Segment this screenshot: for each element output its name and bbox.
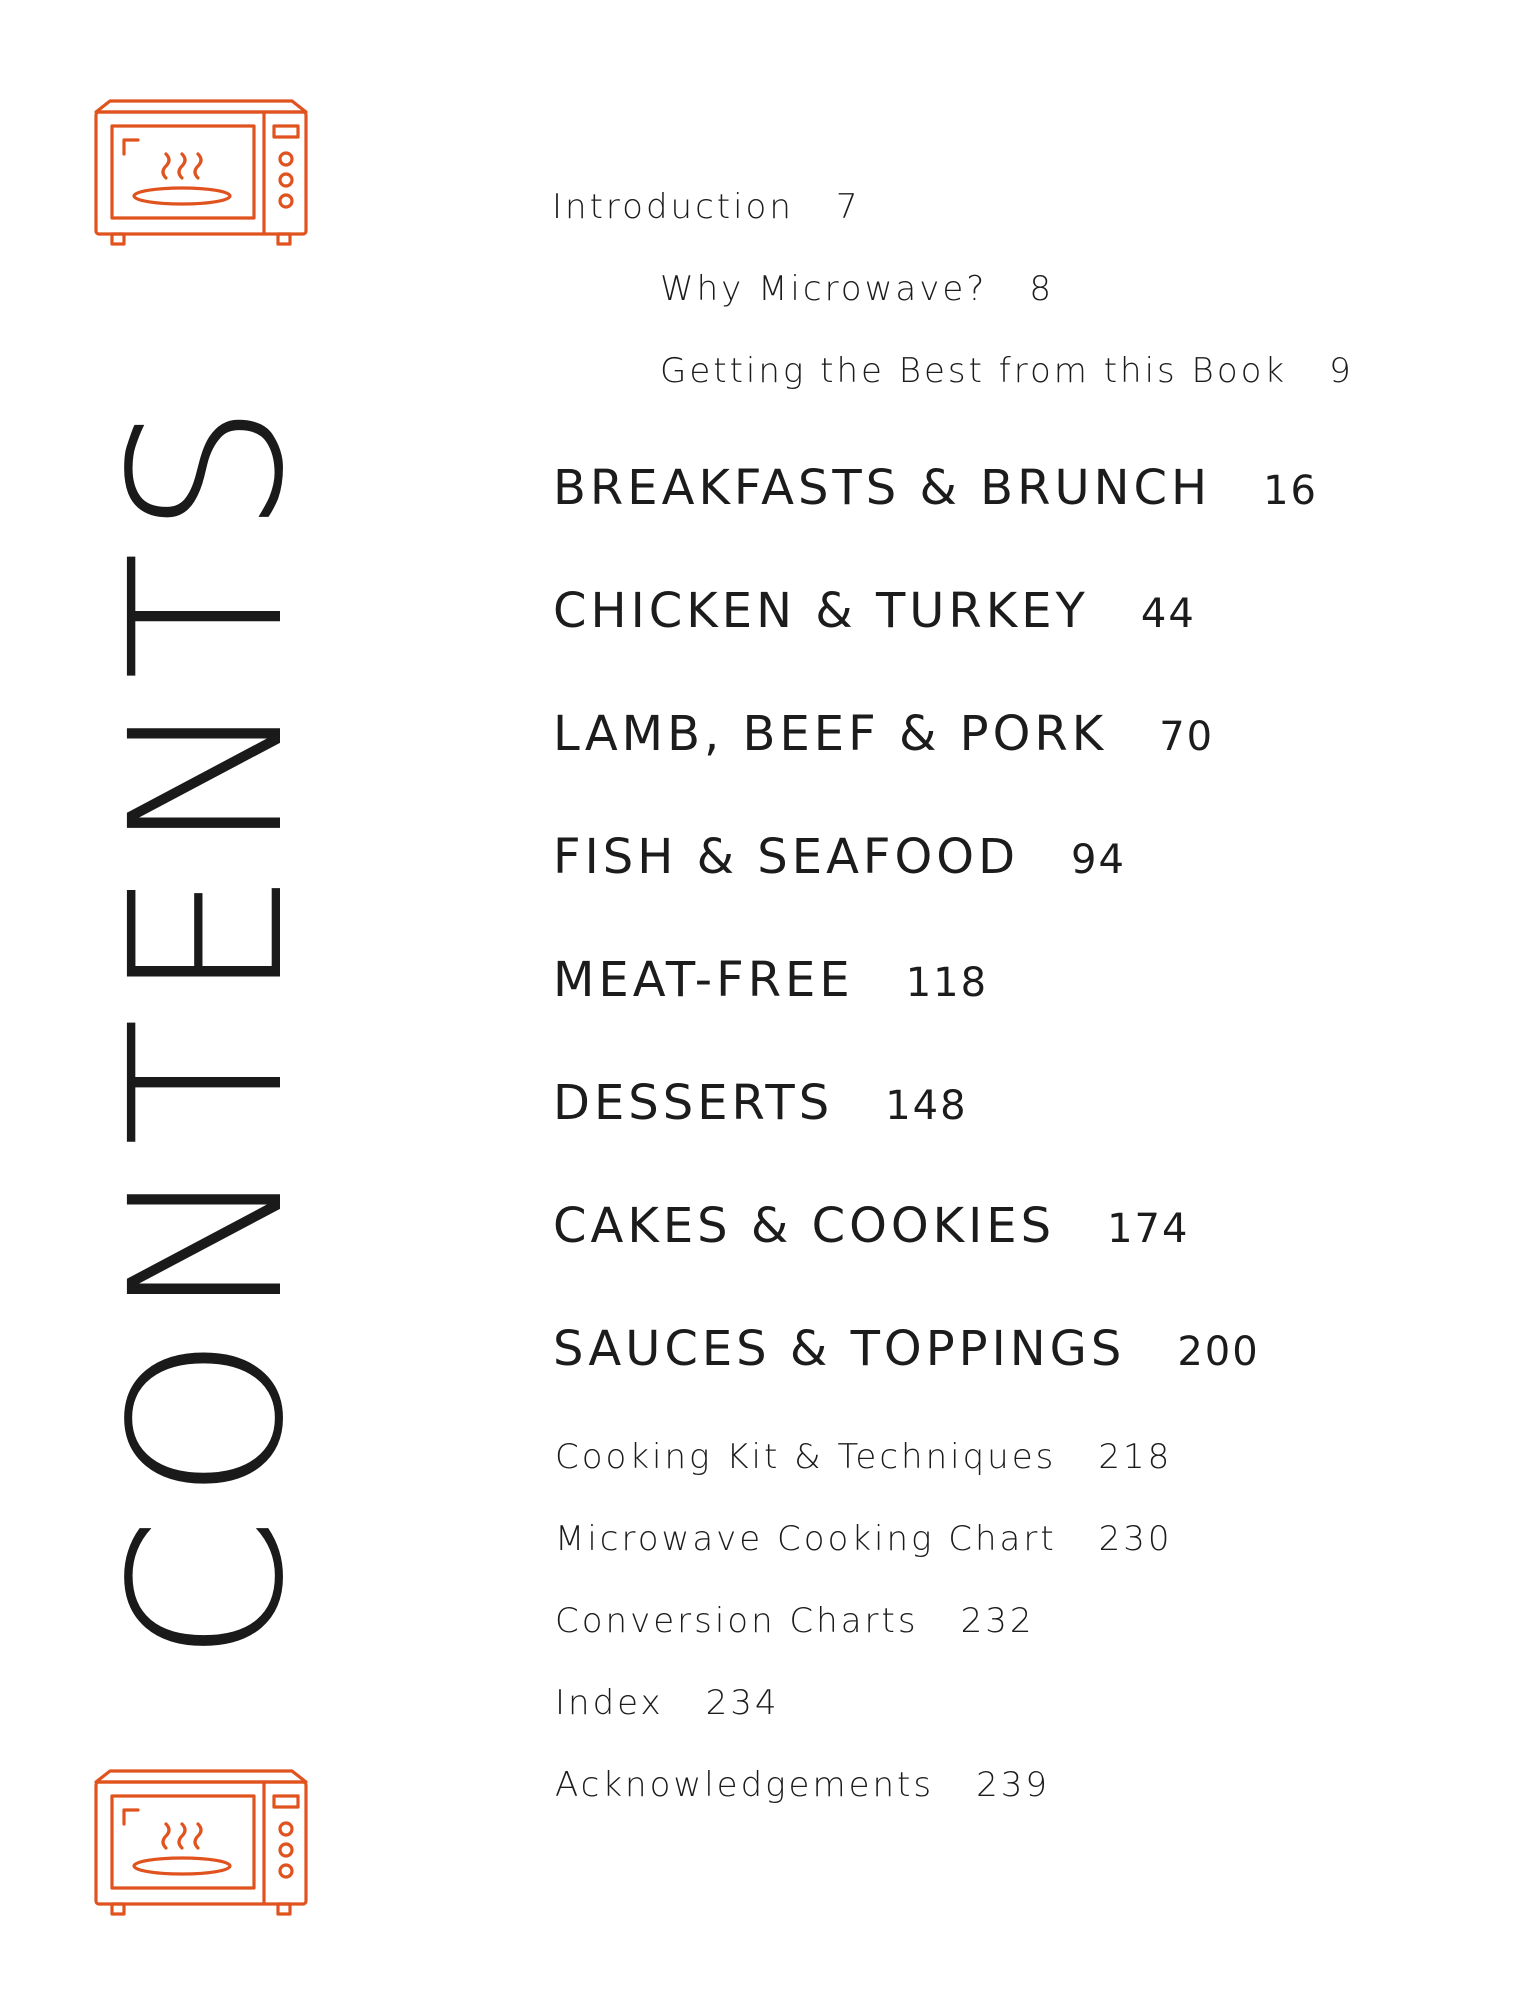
- toc-chapter-page: 16: [1263, 468, 1318, 514]
- toc-entry-label: Index: [555, 1683, 664, 1723]
- toc-chapter-lamb-beef-pork[interactable]: [553, 706, 1215, 762]
- toc-entry-page: 234: [705, 1683, 780, 1723]
- toc-entry-page: 232: [960, 1601, 1035, 1641]
- toc-chapter-chicken-turkey[interactable]: [553, 583, 1196, 639]
- toc-chapter-breakfasts-brunch[interactable]: [553, 460, 1318, 516]
- toc-chapter-sauces-toppings[interactable]: [553, 1321, 1260, 1377]
- toc-entry-introduction[interactable]: [552, 187, 861, 227]
- toc-entry-label: Conversion Charts: [555, 1601, 919, 1641]
- toc-chapter-page: 44: [1140, 591, 1196, 637]
- toc-chapter-label: SAUCES & TOPPINGS: [553, 1321, 1126, 1377]
- toc-entry-page: 7: [835, 187, 861, 227]
- toc-chapter-label: FISH & SEAFOOD: [553, 829, 1020, 885]
- toc-chapter-meat-free[interactable]: [553, 952, 989, 1008]
- microwave-icon: [86, 1768, 316, 1926]
- toc-entry-microwave-cooking-chart[interactable]: [555, 1519, 1173, 1559]
- toc-entry-cooking-kit[interactable]: [555, 1437, 1173, 1477]
- page-title: CONTENTS: [85, 386, 330, 1664]
- toc-chapter-page: 118: [905, 960, 989, 1006]
- toc-entry-index[interactable]: [555, 1683, 780, 1723]
- toc-entry-label: Acknowledgements: [555, 1765, 935, 1805]
- toc-entry-getting-the-best[interactable]: [660, 351, 1354, 391]
- toc-entry-label: Cooking Kit & Techniques: [555, 1437, 1057, 1477]
- toc-chapter-page: 200: [1177, 1329, 1260, 1375]
- toc-chapter-label: MEAT-FREE: [553, 952, 854, 1008]
- toc-chapter-label: CHICKEN & TURKEY: [553, 583, 1089, 639]
- toc-entry-page: 8: [1029, 269, 1054, 309]
- toc-entry-label: Microwave Cooking Chart: [555, 1519, 1057, 1559]
- toc-entry-page: 230: [1098, 1519, 1173, 1559]
- toc-entry-label: Getting the Best from this Book: [660, 351, 1288, 391]
- toc-chapter-page: 70: [1159, 714, 1215, 760]
- toc-entry-acknowledgements[interactable]: [555, 1765, 1051, 1805]
- toc-chapter-label: DESSERTS: [553, 1075, 834, 1131]
- toc-chapter-label: CAKES & COOKIES: [553, 1198, 1056, 1254]
- toc-chapter-label: LAMB, BEEF & PORK: [553, 706, 1108, 762]
- toc-chapter-page: 148: [885, 1083, 968, 1129]
- toc-entry-page: 239: [976, 1765, 1051, 1805]
- toc-chapter-page: 174: [1107, 1206, 1190, 1252]
- toc-entry-label: Introduction: [552, 187, 794, 227]
- toc-chapter-page: 94: [1071, 837, 1126, 883]
- toc-entry-why-microwave[interactable]: [660, 269, 1054, 309]
- toc-chapter-label: BREAKFASTS & BRUNCH: [553, 460, 1212, 516]
- toc-entry-page: 9: [1329, 351, 1354, 391]
- toc-entry-label: Why Microwave?: [660, 269, 988, 309]
- toc-entry-conversion-charts[interactable]: [555, 1601, 1035, 1641]
- toc-chapter-fish-seafood[interactable]: [553, 829, 1126, 885]
- toc-chapter-desserts[interactable]: [553, 1075, 968, 1131]
- toc-entry-page: 218: [1098, 1437, 1173, 1477]
- toc-chapter-cakes-cookies[interactable]: [553, 1198, 1190, 1254]
